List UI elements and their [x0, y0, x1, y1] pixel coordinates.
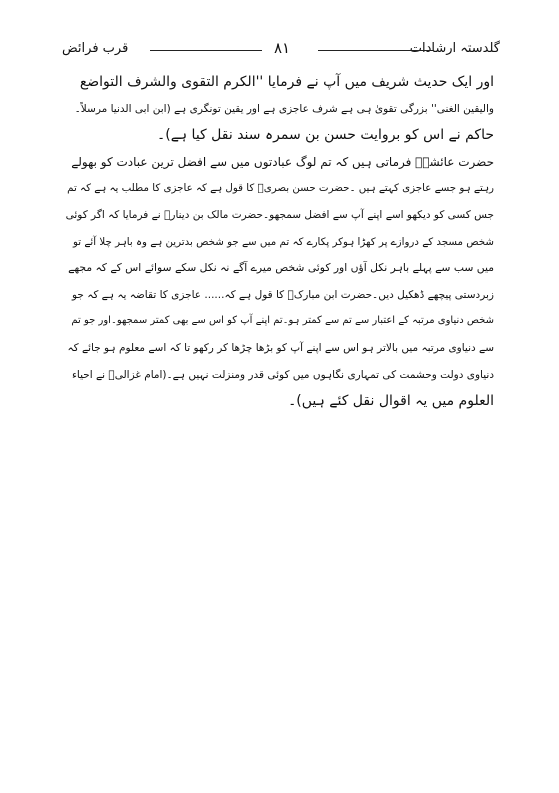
text-line: حضرت عائشہؓ فرماتی ہیں کہ تم لوگ عبادتوں میں سے افضل ترین عبادت کو بھولے — [71, 154, 494, 169]
body-text — [66, 69, 494, 415]
text-line: حاکم نے اس کو بروایت حسن بن سمرہ سند نقل کیا ہے)۔ — [157, 127, 494, 144]
text-line: شخص مسجد کے دروازے پر کھڑا ہوکر پکارے کہ تم میں سے جو شخص بدترین ہے وہ باہر چلا آئے تو — [73, 235, 494, 248]
book-title: گلدستہ ارشادات — [409, 41, 500, 56]
text-line: سے دنیاوی مرتبہ میں بالاتر ہو اس سے اپنے آپ کو بڑھا چڑھا کر رکھو تا کہ اسے معلوم ہو جائے کہ — [67, 341, 494, 354]
page-header — [62, 38, 500, 64]
text-line: جس کسی کو دیکھو اسے اپنے آپ سے افضل سمجھو۔حضرت مالک بن دینارؒ نے فرمایا کہ اگر کوئی — [66, 208, 494, 221]
text-line: العلوم میں یہ اقوال نقل کئے ہیں)۔ — [288, 393, 494, 410]
text-line: دنیاوی دولت وحشمت کی تمہاری نگاہوں میں کوئی قدر ومنزلت نہیں ہے۔(امام غزالیؒ نے احیاء — [71, 368, 494, 381]
text-line: میں سب سے پہلے باہر نکل آؤں اور کوئی شخص میرے آگے نہ نکل سکے سوائے اس کے کہ مجھے — [68, 261, 494, 275]
header-rule-right — [318, 50, 434, 51]
header-rule-left — [150, 50, 262, 51]
text-line: اور ایک حدیث شریف میں آپ نے فرمایا ''الکرم التقوی والشرف التواضع — [79, 74, 494, 90]
text-line: شخص دنیاوی مرتبہ کے اعتبار سے تم سے کمتر ہو۔تم اپنے آپ کو اس سے بھی کمتر سمجھو۔اور جو تم — [71, 315, 494, 327]
text-line: زبردستی پیچھے ڈھکیل دیں۔حضرت ابن مبارکؒ کا قول ہے کہ...... عاجزی کا تقاضہ یہ ہے کہ جو — [71, 288, 494, 301]
text-line: والیقین الغنی'' بزرگی تقویٰ ہی ہے شرف عاجزی ہے اور یقین تونگری ہے (ابن ابی الدنیا مرسلاً۔ — [74, 102, 494, 115]
text-line: رہتے ہو جسے عاجزی کہتے ہیں ۔حضرت حسن بصریؒ کا قول ہے کہ عاجزی کا مطلب یہ ہے کہ تم — [67, 182, 494, 195]
page-number: ۸۱ — [274, 39, 291, 57]
chapter-title: قرب فرائض — [62, 41, 129, 56]
